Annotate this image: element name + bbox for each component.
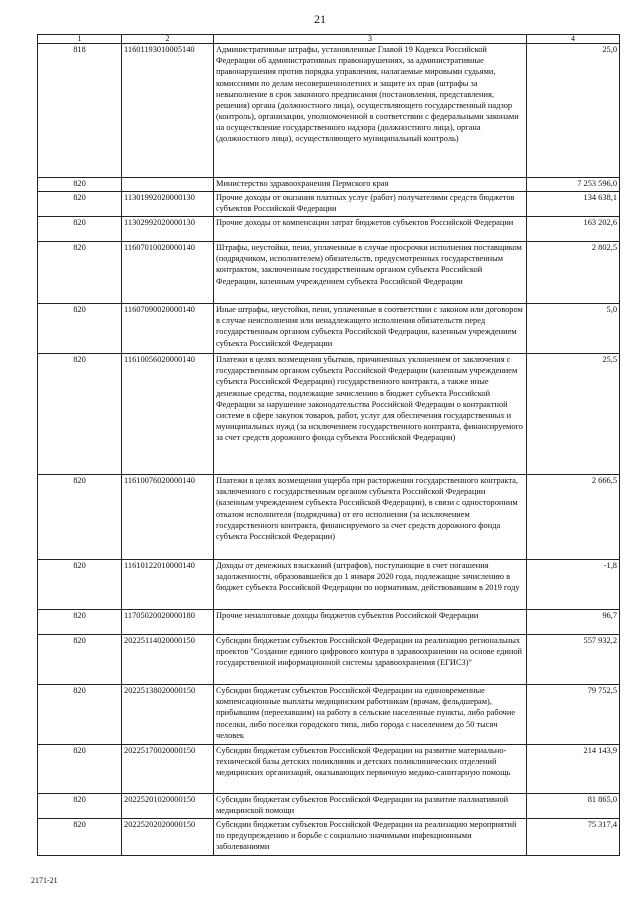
org-code-cell: 820	[38, 178, 122, 192]
revenue-name-cell: Иные штрафы, неустойки, пени, уплаченные в соответствии с законом или договором в случае неисполнения или ненадлежащего исполнения обязательств перед государственным органом субъекта Российской Федерации, казенным учреждением субъекта Российской Федерации	[214, 304, 527, 354]
document-footer-code: 2171-21	[31, 876, 58, 885]
page-number: 21	[314, 12, 326, 26]
revenue-name-cell: Штрафы, неустойки, пени, уплаченные в случае просрочки исполнения поставщиком (подрядчиком, исполнителем) обязательств, предусмотренных государственным контрактом, заключенным государственным органом субъекта Российской Федерации, казенным учреждением субъекта Российской Федерации	[214, 242, 527, 304]
revenue-name-cell: Субсидии бюджетам субъектов Российской Федерации на реализацию региональных проектов "Создание единого цифрового контура в здравоохранении на основе единой государственной информационной системы здравоохранения (ЕГИСЗ)"	[214, 635, 527, 685]
revenue-code-cell: 11607010020000140	[122, 242, 214, 304]
revenue-code-cell	[122, 178, 214, 192]
revenue-code-cell: 11705020020000180	[122, 610, 214, 635]
table-row	[38, 242, 620, 304]
revenue-name-cell: Прочие доходы от оказания платных услуг (работ) получателями средств бюджетов субъектов Российской Федерации	[214, 192, 527, 217]
amount-cell: 96,7	[527, 610, 620, 635]
revenue-name-cell: Субсидии бюджетам субъектов Российской Федерации на единовременные компенсационные выплаты медицинским работникам (врачам, фельдшерам), прибывшим (переехавшим) на работу в сельские населенные пункты, либо рабочие поселки, либо поселки городского типа, либо города с населением до 50 тысяч человек	[214, 685, 527, 745]
org-code-cell: 820	[38, 635, 122, 685]
table-row	[38, 44, 620, 178]
revenue-name-cell: Прочие неналоговые доходы бюджетов субъектов Российской Федерации	[214, 610, 527, 635]
amount-cell: 75 317,4	[527, 819, 620, 856]
amount-cell: 25,0	[527, 44, 620, 178]
revenue-code-cell: 20225114020000150	[122, 635, 214, 685]
amount-cell: 79 752,5	[527, 685, 620, 745]
revenue-name-cell: Субсидии бюджетам субъектов Российской Федерации на реализацию мероприятий по предупреждению и борьбе с социально значимыми инфекционными заболеваниями	[214, 819, 527, 856]
org-code-cell: 820	[38, 475, 122, 560]
table-row	[38, 635, 620, 685]
revenue-name-cell: Субсидии бюджетам субъектов Российской Федерации на развитие материально-технической базы детских поликлиник и детских поликлинических отделений медицинских организаций, оказывающих первичную медико-санитарную помощь	[214, 745, 527, 794]
org-code-cell: 820	[38, 819, 122, 856]
revenue-code-cell: 20225202020000150	[122, 819, 214, 856]
table-row	[38, 794, 620, 819]
revenue-name-cell: Прочие доходы от компенсации затрат бюджетов субъектов Российской Федерации	[214, 217, 527, 242]
table-row	[38, 304, 620, 354]
amount-cell: 81 865,0	[527, 794, 620, 819]
revenue-name-cell: Платежи в целях возмещения убытков, причиненных уклонением от заключения с государственным органом субъекта Российской Федерации (казенным учреждением субъекта Российской Федерации) государственного контракта, а также иные денежные средства, подлежащие зачислению в бюджет субъекта Российской Федерации за нарушение законодательства Российской Федерации о контрактной системе в сфере закупок товаров, работ, услуг для обеспечения государственных и муниципальных нужд (за исключением государственного контракта, финансируемого за счет средств дорожного фонда субъекта Российской Федерации)	[214, 354, 527, 475]
table-row	[38, 685, 620, 745]
org-code-cell: 820	[38, 217, 122, 242]
amount-cell: 2 666,5	[527, 475, 620, 560]
org-code-cell: 820	[38, 560, 122, 610]
revenue-code-cell: 11301992020000130	[122, 192, 214, 217]
org-code-cell: 820	[38, 192, 122, 217]
revenue-code-cell: 20225138020000150	[122, 685, 214, 745]
org-code-cell: 820	[38, 354, 122, 475]
column-header-4: 4	[527, 35, 620, 44]
revenue-code-cell: 20225170020000150	[122, 745, 214, 794]
org-code-cell: 820	[38, 242, 122, 304]
column-header-1: 1	[38, 35, 122, 44]
revenue-name-cell: Доходы от денежных взысканий (штрафов), поступающие в счет погашения задолженности, образовавшейся до 1 января 2020 года, подлежащие зачислению в бюджет субъекта Российской Федерации по нормативам, действовавшим в 2019 году	[214, 560, 527, 610]
revenue-code-cell: 11610076020000140	[122, 475, 214, 560]
org-code-cell: 820	[38, 685, 122, 745]
revenue-name-cell: Субсидии бюджетам субъектов Российской Федерации на развитие паллиативной медицинской помощи	[214, 794, 527, 819]
amount-cell: 163 202,6	[527, 217, 620, 242]
amount-cell: 214 143,9	[527, 745, 620, 794]
org-code-cell: 820	[38, 610, 122, 635]
column-header-3: 3	[214, 35, 527, 44]
table-row	[38, 192, 620, 217]
table-row	[38, 354, 620, 475]
table-row	[38, 745, 620, 794]
amount-cell: 557 932,2	[527, 635, 620, 685]
table-row	[38, 819, 620, 856]
amount-cell: 25,5	[527, 354, 620, 475]
revenue-code-cell: 11610056020000140	[122, 354, 214, 475]
revenue-code-cell: 11610122010000140	[122, 560, 214, 610]
table-row	[38, 178, 620, 192]
column-header-2: 2	[122, 35, 214, 44]
table-row	[38, 560, 620, 610]
table-row	[38, 217, 620, 242]
amount-cell: 5,0	[527, 304, 620, 354]
amount-cell: 2 802,5	[527, 242, 620, 304]
revenue-code-cell: 11302992020000130	[122, 217, 214, 242]
table-header-row	[38, 35, 620, 44]
org-code-cell: 820	[38, 304, 122, 354]
amount-cell: 7 253 596,0	[527, 178, 620, 192]
amount-cell: -1,8	[527, 560, 620, 610]
revenue-name-cell: Платежи в целях возмещения ущерба при расторжении государственного контракта, заключенного с государственным органом субъекта Российской Федерации (казенным учреждением субъекта Российской Федерации), в связи с односторонним отказом исполнителя (подрядчика) от его исполнения (за исключением государственного контракта, финансируемого за счет средств дорожного фонда субъекта Российской Федерации)	[214, 475, 527, 560]
org-code-cell: 820	[38, 794, 122, 819]
revenue-table	[37, 34, 620, 856]
table-row	[38, 475, 620, 560]
org-code-cell: 818	[38, 44, 122, 178]
revenue-code-cell: 20225201020000150	[122, 794, 214, 819]
org-code-cell: 820	[38, 745, 122, 794]
revenue-name-cell: Министерство здравоохранения Пермского края	[214, 178, 527, 192]
revenue-name-cell: Административные штрафы, установленные Главой 19 Кодекса Российской Федерации об административных правонарушениях, за административные правонарушения против порядка управления, налагаемые мировыми судьями, комиссиями по делам несовершеннолетних и защите их прав (штрафы за невыполнение в срок законного предписания (постановления, представления, решения) органа (должностного лица), осуществляющего государственный надзор (контроль), организации, уполномоченной в соответствии с федеральными законами на осуществление государственного надзора (должностного лица), органа (должностного лица), осуществляющего муниципальный контроль)	[214, 44, 527, 178]
table-row	[38, 610, 620, 635]
amount-cell: 134 638,1	[527, 192, 620, 217]
revenue-code-cell: 11607090020000140	[122, 304, 214, 354]
revenue-code-cell: 11601193010005140	[122, 44, 214, 178]
